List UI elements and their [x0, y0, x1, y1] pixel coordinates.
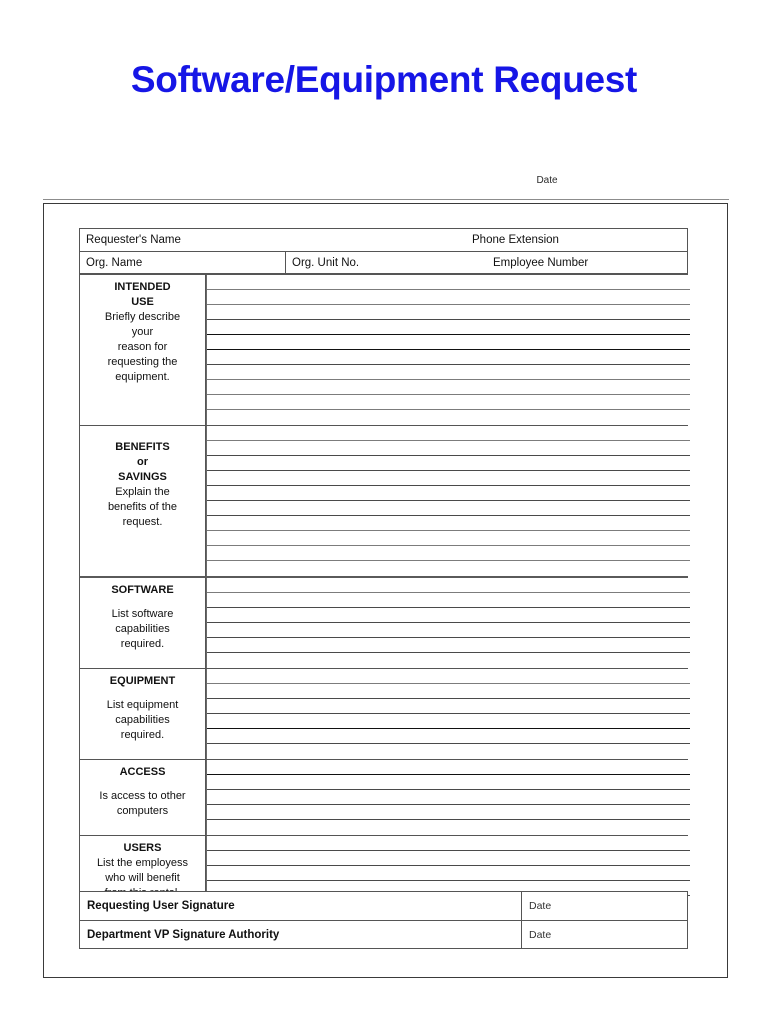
section-desc-line: List the employess	[96, 857, 189, 869]
section-desc-line: required.	[120, 729, 165, 741]
section-desc-line: Explain the	[115, 486, 170, 498]
writing-line[interactable]	[207, 851, 690, 866]
writing-line[interactable]	[207, 593, 690, 608]
section-desc-line: required.	[120, 638, 165, 650]
writing-line[interactable]	[207, 790, 690, 805]
section-heading-line: or	[137, 456, 148, 468]
section-heading-line: EQUIPMENT	[109, 675, 176, 687]
section-intended-use-label	[80, 275, 206, 425]
section-desc-line: request.	[122, 516, 163, 528]
writing-line[interactable]	[207, 805, 690, 820]
writing-line[interactable]	[207, 714, 690, 729]
label-spacer	[84, 598, 201, 607]
org-name-field[interactable]: Org. Name	[86, 256, 143, 269]
section-desc-line: List equipment	[106, 699, 179, 711]
section-benefits-savings	[79, 425, 688, 576]
section-desc-line: who will benefit	[105, 872, 180, 884]
writing-line[interactable]	[207, 365, 690, 380]
writing-line[interactable]	[207, 516, 690, 531]
section-equipment-writing-area[interactable]	[206, 669, 690, 759]
section-benefits-savings-label	[80, 426, 206, 576]
employee-number-field[interactable]: Employee Number	[493, 256, 589, 269]
signature-block	[79, 891, 688, 949]
section-heading-line: SOFTWARE	[111, 584, 174, 596]
department-vp-date-field[interactable]: Date	[521, 921, 687, 948]
section-equipment-label	[80, 669, 206, 759]
section-intended-use	[79, 274, 688, 425]
section-desc-line: requesting the	[107, 356, 178, 368]
section-access-writing-area[interactable]	[206, 760, 690, 835]
label-spacer	[84, 689, 201, 698]
writing-line[interactable]	[207, 486, 690, 501]
writing-line[interactable]	[207, 546, 690, 561]
requesting-user-date-field[interactable]: Date	[521, 892, 687, 920]
requesters-name-field[interactable]: Requester's Name	[86, 234, 181, 246]
writing-line[interactable]	[207, 684, 690, 699]
section-desc-line: equipment.	[115, 371, 170, 383]
section-heading-line: USE	[131, 296, 154, 308]
section-access	[79, 759, 688, 835]
writing-line[interactable]	[207, 638, 690, 653]
writing-line[interactable]	[207, 501, 690, 516]
section-heading-line: ACCESS	[119, 766, 166, 778]
writing-line[interactable]	[207, 410, 690, 425]
section-software	[79, 576, 688, 668]
writing-line[interactable]	[207, 380, 690, 395]
phone-extension-field[interactable]: Phone Extension	[472, 234, 559, 246]
request-form-table	[79, 228, 688, 912]
section-desc-line: Is access to other	[99, 790, 186, 802]
header-divider-rule	[43, 199, 729, 200]
writing-line[interactable]	[207, 744, 690, 759]
writing-line[interactable]	[207, 441, 690, 456]
writing-line[interactable]	[207, 866, 690, 881]
section-desc-line: benefits of the	[107, 501, 178, 513]
label-spacer	[84, 431, 201, 440]
label-spacer	[84, 780, 201, 789]
top-date-label: Date	[536, 175, 558, 186]
writing-line[interactable]	[207, 760, 690, 775]
writing-line[interactable]	[207, 531, 690, 546]
writing-line[interactable]	[207, 608, 690, 623]
header-row-org	[79, 251, 688, 274]
header-row-requester	[79, 228, 688, 251]
writing-line[interactable]	[207, 395, 690, 410]
section-heading-line: USERS	[123, 842, 162, 854]
writing-line[interactable]	[207, 653, 690, 668]
section-desc-line: List software	[111, 608, 174, 620]
writing-line[interactable]	[207, 836, 690, 851]
writing-line[interactable]	[207, 729, 690, 744]
section-desc-line: capabilities	[115, 623, 170, 635]
section-heading-line: INTENDED	[114, 281, 171, 293]
writing-line[interactable]	[207, 320, 690, 335]
signature-row-department-vp	[79, 920, 688, 949]
form-outer-frame	[43, 203, 728, 978]
section-benefits-savings-writing-area[interactable]	[206, 426, 690, 576]
requesting-user-signature-field[interactable]: Requesting User Signature	[87, 900, 235, 912]
writing-line[interactable]	[207, 305, 690, 320]
section-software-writing-area[interactable]	[206, 578, 690, 668]
page-title: Software/Equipment Request	[130, 59, 638, 100]
section-heading-line: BENEFITS	[115, 441, 170, 453]
writing-line[interactable]	[207, 471, 690, 486]
writing-line[interactable]	[207, 275, 690, 290]
writing-line[interactable]	[207, 775, 690, 790]
writing-line[interactable]	[207, 456, 690, 471]
writing-line[interactable]	[207, 426, 690, 441]
section-software-label	[80, 578, 206, 668]
section-desc-line: computers	[116, 805, 169, 817]
writing-line[interactable]	[207, 290, 690, 305]
section-desc-line: capabilities	[115, 714, 170, 726]
org-unit-no-field[interactable]: Org. Unit No.	[285, 252, 467, 273]
section-desc-line: your	[131, 326, 154, 338]
writing-line[interactable]	[207, 669, 690, 684]
writing-line[interactable]	[207, 699, 690, 714]
writing-line[interactable]	[207, 623, 690, 638]
section-intended-use-writing-area[interactable]	[206, 275, 690, 425]
writing-line[interactable]	[207, 820, 690, 835]
section-heading-line: SAVINGS	[118, 471, 167, 483]
section-equipment	[79, 668, 688, 759]
writing-line[interactable]	[207, 561, 690, 576]
writing-line[interactable]	[207, 350, 690, 365]
department-vp-signature-field[interactable]: Department VP Signature Authority	[87, 928, 280, 941]
section-desc-line: reason for	[117, 341, 168, 353]
section-access-label	[80, 760, 206, 835]
writing-line[interactable]	[207, 335, 690, 350]
writing-line[interactable]	[207, 578, 690, 593]
section-desc-line: Briefly describe	[104, 311, 181, 323]
signature-row-requesting-user	[79, 891, 688, 920]
